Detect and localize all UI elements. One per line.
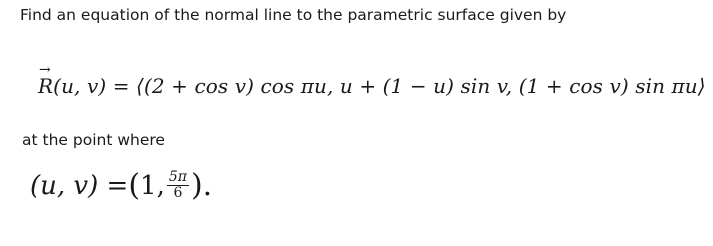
equation-rhs: ⟨(2 + cos v) cos πu, u + (1 − u) sin v, (1 + cos v) sin πu⟩ bbox=[136, 74, 706, 98]
surface-equation bbox=[38, 74, 706, 98]
equation-lhs-args: (u, v) = bbox=[53, 74, 137, 98]
point-close-paren: ). bbox=[190, 168, 213, 203]
fraction-denominator: 6 bbox=[173, 185, 183, 201]
vector-R-symbol: → R bbox=[38, 74, 53, 98]
problem-prompt: Find an equation of the normal line to the parametric surface given by bbox=[20, 6, 567, 24]
point-lhs: (u, v) = bbox=[30, 170, 129, 201]
point-open-paren: ( bbox=[128, 168, 141, 203]
point-fraction bbox=[167, 170, 189, 201]
fraction-numerator: 5π bbox=[168, 169, 187, 185]
at-point-text: at the point where bbox=[22, 131, 165, 149]
point-expression bbox=[30, 168, 212, 203]
point-first-value: 1, bbox=[140, 170, 165, 201]
